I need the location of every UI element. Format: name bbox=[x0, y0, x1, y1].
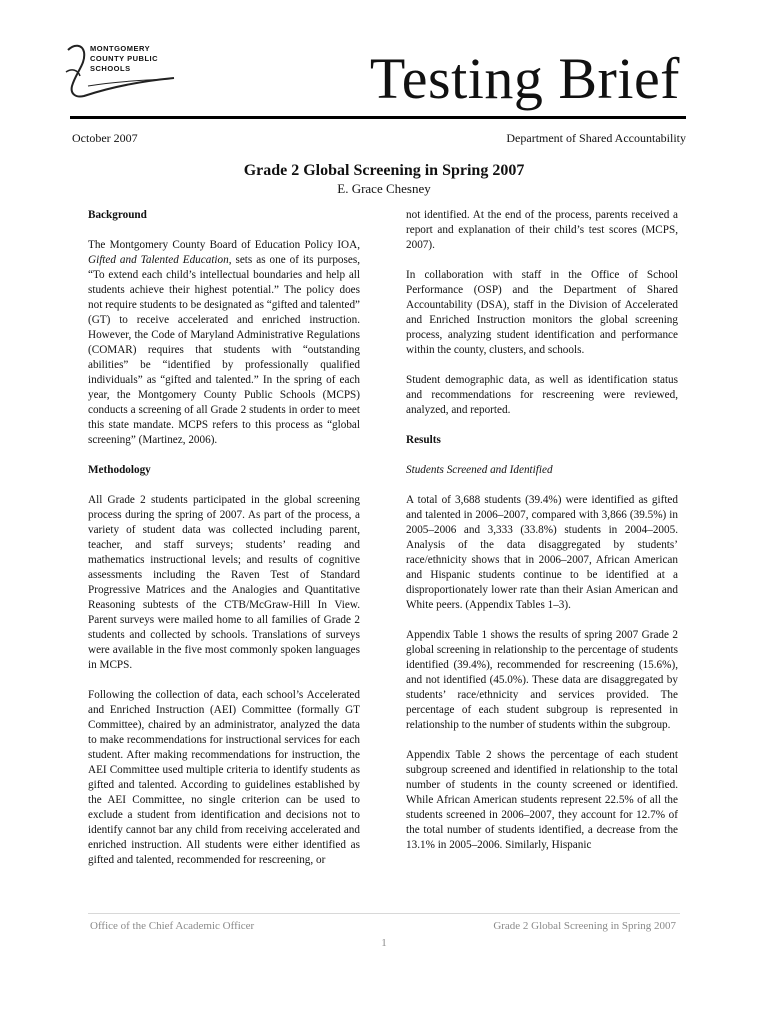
issue-date: October 2007 bbox=[72, 131, 138, 145]
continued-paragraph: not identified. At the end of the process, parents received a report and explanation of their child’s test scores (MCPS, 2007). bbox=[406, 209, 678, 251]
logo-text bbox=[90, 44, 158, 74]
right-column bbox=[406, 208, 678, 868]
results-heading: Results bbox=[406, 434, 441, 446]
mcps-logo bbox=[62, 42, 182, 102]
policy-title: Gifted and Talented Education bbox=[88, 254, 229, 266]
demographic-paragraph: Student demographic data, as well as identification status and recommendations for rescreening were reviewed, analyzed, and reported. bbox=[406, 374, 678, 416]
methodology-heading: Methodology bbox=[88, 464, 151, 476]
footer-office: Office of the Chief Academic Officer bbox=[90, 920, 255, 932]
background-paragraph bbox=[88, 238, 360, 448]
author-name: E. Grace Chesney bbox=[337, 181, 431, 196]
left-column bbox=[88, 208, 360, 883]
logo-line-3: SCHOOLS bbox=[90, 64, 131, 73]
logo-line-2: COUNTY PUBLIC bbox=[90, 54, 159, 63]
methodology-paragraph-1: All Grade 2 students participated in the global screening process during the spring of 2007. As part of the process, a variety of student data was collected including parent, teacher, and staff surveys; students’ reading and mathematics instructional levels; and results of cognitive assessments including the Raven Test of Standard Progressive Matrices and the Analogies and Quantitative Reasoning subtests of the CTB/McGraw-Hill In View. Parent surveys were mailed home to all families of Grade 2 students and collected by schools. Translations of surveys were available in the five most commonly spoken languages in MCPS. bbox=[88, 494, 360, 671]
logo-line-1: MONTGOMERY bbox=[90, 44, 151, 53]
footer-rule bbox=[88, 913, 680, 914]
collaboration-paragraph: In collaboration with staff in the Office of School Performance (OSP) and the Department of Shared Accountability (DSA), staff in the Division of Accelerated and Enriched Instruction monitors the global screening process, analyzing student identification and performance within the county, clusters, and schools. bbox=[406, 269, 678, 356]
background-heading: Background bbox=[88, 209, 147, 221]
page-number: 1 bbox=[381, 937, 387, 949]
department-name: Department of Shared Accountability bbox=[506, 131, 686, 145]
document-title: Grade 2 Global Screening in Spring 2007 bbox=[243, 162, 525, 179]
methodology-paragraph-2: Following the collection of data, each school’s Accelerated and Enriched Instruction (AEI) Committee (formally GT Committee), chaired by an administrator, analyzed the data to make recommendations for instructional services for each student. After making recommendations for instruction, the AEI Committee used multiple criteria to identify students as gifted and talented. According to guidelines established by the AEI Committee, no single criterion can be used to exclude a student from identification and decisions not to identify cannot bar any child from receiving accelerated and enriched instruction. All students were either identified as gifted and talented, recommended for rescreening, or bbox=[88, 689, 360, 866]
results-paragraph-1: A total of 3,688 students (39.4%) were identified as gifted and talented in 2006–2007, compared with 3,866 (39.5%) in 2005–2006 and 3,333 (33.8%) students in 2004–2005. Analysis of the data disaggregated by students’ race/ethnicity shows that in 2006–2007, African American and Hispanic students continue to be identified at a disproportionately lower rate than their Asian American and White peers. (Appendix Tables 1–3). bbox=[406, 494, 678, 611]
background-text-a: The Montgomery County Board of Education Policy IOA, bbox=[88, 239, 360, 251]
footer-doc-title: Grade 2 Global Screening in Spring 2007 bbox=[493, 920, 676, 932]
header-rule bbox=[70, 116, 686, 119]
results-subheading: Students Screened and Identified bbox=[406, 464, 553, 476]
publication-title: Testing Brief bbox=[369, 46, 680, 111]
results-paragraph-3: Appendix Table 2 shows the percentage of each student subgroup screened and identified in relationship to the total number of students in the county screened or identified. While African American students represent 22.5% of all the students screened in 2006–2007, they account for 12.7% of the total number of students identified, a decrease from the 13.1% in 2005–2006. Similarly, Hispanic bbox=[406, 749, 678, 851]
background-text-b: , sets as one of its purposes, “To extend each child’s intellectual boundaries and help all students achieve their highest potential.” The policy does not require students to be designated as “gifted and talented” (GT) to receive accelerated and enriched instruction. However, the Code of Maryland Administrative Regulations (COMAR) requires that students with “outstanding abilities” be “identified by professionally qualified individuals” as “gifted and talented.” In the spring of each year, the Montgomery County Public Schools (MCPS) conducts a screening of all Grade 2 students in order to meet this state mandate. MCPS refers to this process as “global screening” (Martinez, 2006). bbox=[88, 254, 360, 446]
results-paragraph-2: Appendix Table 1 shows the results of spring 2007 Grade 2 global screening in relationship to the percentage of students identified (39.4%), recommended for rescreening (15.6%), and not identified (45.0%). These data are disaggregated by students’ race/ethnicity and services provided. The percentage of each student subgroup is represented in relationship to the number of students within the subgroup. bbox=[406, 629, 678, 731]
